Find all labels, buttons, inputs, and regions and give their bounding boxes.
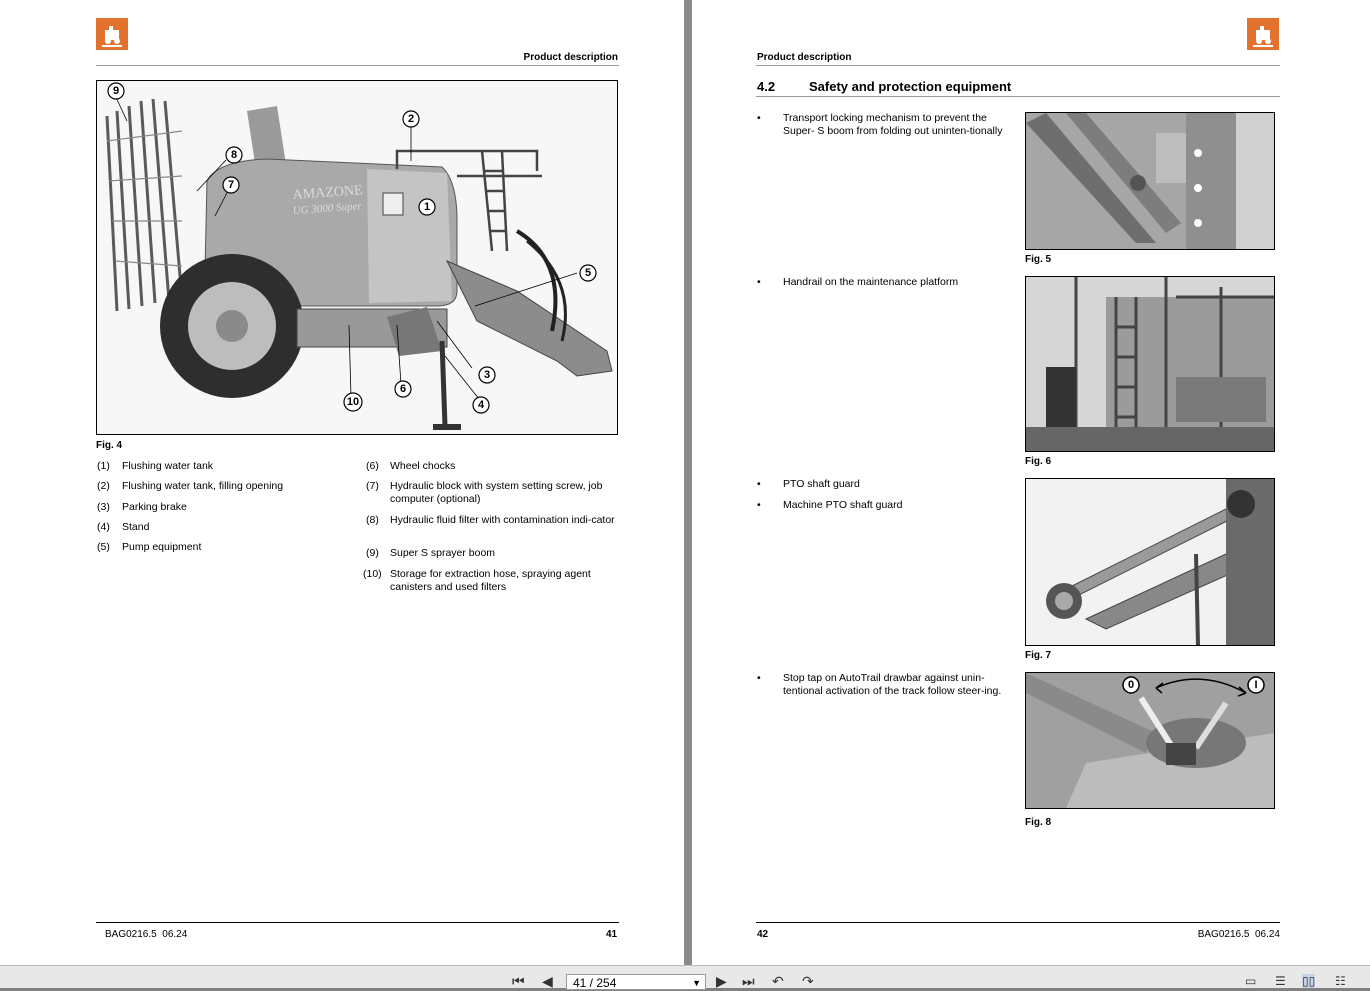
legend-number: (3)	[97, 501, 110, 513]
footer-doc-id: BAG0216.5 06.24	[105, 929, 188, 940]
figure-8-stop-tap	[1025, 672, 1275, 809]
chevron-down-icon[interactable]: ▼	[692, 978, 701, 988]
stop-tap-photo	[1026, 673, 1274, 808]
bullet-text: Transport locking mechanism to prevent the Super- S boom from folding out uninten-tionally	[783, 112, 1003, 137]
legend-text: Super S sprayer boom	[390, 547, 496, 559]
figure-caption: Fig. 7	[1025, 650, 1052, 661]
legend-number: (7)	[366, 480, 379, 492]
left-page	[0, 0, 684, 965]
last-page-icon[interactable]: ⏭	[742, 973, 755, 989]
pto-shaft-photo	[1026, 479, 1274, 645]
section-rule	[756, 96, 1280, 97]
figure-caption: Fig. 8	[1025, 817, 1052, 828]
sprayer-illustration	[97, 81, 617, 434]
page-number-input[interactable]	[566, 974, 706, 990]
figure-6-handrail	[1025, 276, 1275, 452]
legend-number: (9)	[366, 547, 379, 559]
two-page-continuous-view-icon[interactable]: ☷	[1335, 974, 1346, 988]
callout-6: 6	[399, 383, 407, 395]
bullet-marker: •	[757, 672, 761, 684]
callout-1: 1	[423, 201, 431, 213]
callout-10: 10	[346, 396, 360, 408]
footer-page-number: 41	[606, 929, 618, 940]
bullet-text: Handrail on the maintenance platform	[783, 276, 959, 288]
next-page-icon[interactable]: ▶	[716, 973, 727, 989]
legend-number: (2)	[97, 480, 110, 492]
page-header: Product description	[523, 52, 618, 63]
legend-text: Hydraulic block with system setting screw, job computer (optional)	[390, 480, 603, 505]
amazone-logo-icon	[1247, 18, 1279, 50]
footer-rule	[756, 922, 1280, 923]
amazone-logo-right	[1247, 18, 1279, 50]
right-page	[692, 0, 1370, 965]
figure-caption: Fig. 5	[1025, 254, 1052, 265]
legend-text: Flushing water tank, filling opening	[122, 480, 284, 492]
tap-position-label-open: I	[1254, 679, 1258, 691]
legend-text: Hydraulic fluid filter with contamination indi-cator	[390, 514, 615, 526]
legend-number: (10)	[363, 568, 382, 580]
go-back-icon[interactable]: ↶	[772, 973, 784, 989]
footer-doc-id: BAG0216.5 06.24	[1197, 929, 1280, 940]
callout-5: 5	[584, 267, 592, 279]
callout-3: 3	[483, 369, 491, 381]
figure-4-sprayer	[96, 80, 618, 435]
viewer-toolbar	[0, 965, 1370, 988]
page-header: Product description	[757, 52, 852, 63]
legend-text: Flushing water tank	[122, 460, 214, 472]
legend-number: (1)	[97, 460, 110, 472]
bullet-marker: •	[757, 112, 761, 124]
handrail-photo	[1026, 277, 1274, 451]
amazone-logo-icon	[96, 18, 128, 50]
continuous-view-icon[interactable]: ☰	[1275, 974, 1286, 988]
machine-model-text: UG 3000 Super	[292, 200, 363, 217]
legend-text: Storage for extraction hose, spraying agent canisters and used filters	[390, 568, 591, 593]
legend-number: (4)	[97, 521, 110, 533]
legend-text: Wheel chocks	[390, 460, 456, 472]
bullet-text: PTO shaft guard	[783, 478, 860, 490]
legend-text: Pump equipment	[122, 541, 202, 553]
bullet-text: Stop tap on AutoTrail drawbar against unin-tentional activation of the track follow steer-ing.	[783, 672, 1002, 697]
figure-caption: Fig. 4	[96, 440, 123, 451]
legend-text: Parking brake	[122, 501, 187, 513]
two-page-view-icon[interactable]: ▯▯	[1302, 974, 1316, 988]
section-title: Safety and protection equipment	[809, 79, 1012, 94]
legend-text: Stand	[122, 521, 150, 533]
header-rule	[96, 65, 619, 66]
tap-position-label-closed: 0	[1127, 679, 1135, 691]
page-gutter	[684, 0, 692, 965]
callout-8: 8	[230, 149, 238, 161]
page-indicator: 41 / 254	[573, 976, 617, 990]
footer-page-number: 42	[757, 929, 769, 940]
first-page-icon[interactable]: ⏮	[512, 973, 525, 989]
bullet-marker: •	[757, 499, 761, 511]
prev-page-icon[interactable]: ◀	[542, 973, 553, 989]
bullet-marker: •	[757, 478, 761, 490]
figure-caption: Fig. 6	[1025, 456, 1052, 467]
machine-brand-text: AMAZONE	[292, 183, 364, 203]
callout-7: 7	[227, 179, 235, 191]
header-rule	[756, 65, 1280, 66]
bullet-marker: •	[757, 276, 761, 288]
go-forward-icon[interactable]: ↷	[802, 973, 814, 989]
legend-number: (6)	[366, 460, 379, 472]
footer-rule	[96, 922, 619, 923]
single-page-view-icon[interactable]: ▭	[1245, 974, 1257, 988]
bullet-text: Machine PTO shaft guard	[783, 499, 903, 511]
figure-5-transport-lock	[1025, 112, 1275, 250]
callout-9: 9	[112, 85, 120, 97]
transport-lock-photo	[1026, 113, 1274, 249]
section-number: 4.2	[757, 79, 776, 94]
callout-2: 2	[407, 113, 415, 125]
legend-number: (5)	[97, 541, 110, 553]
figure-7-pto-shaft	[1025, 478, 1275, 646]
legend-number: (8)	[366, 514, 379, 526]
amazone-logo-left	[96, 18, 128, 50]
callout-4: 4	[477, 399, 485, 411]
